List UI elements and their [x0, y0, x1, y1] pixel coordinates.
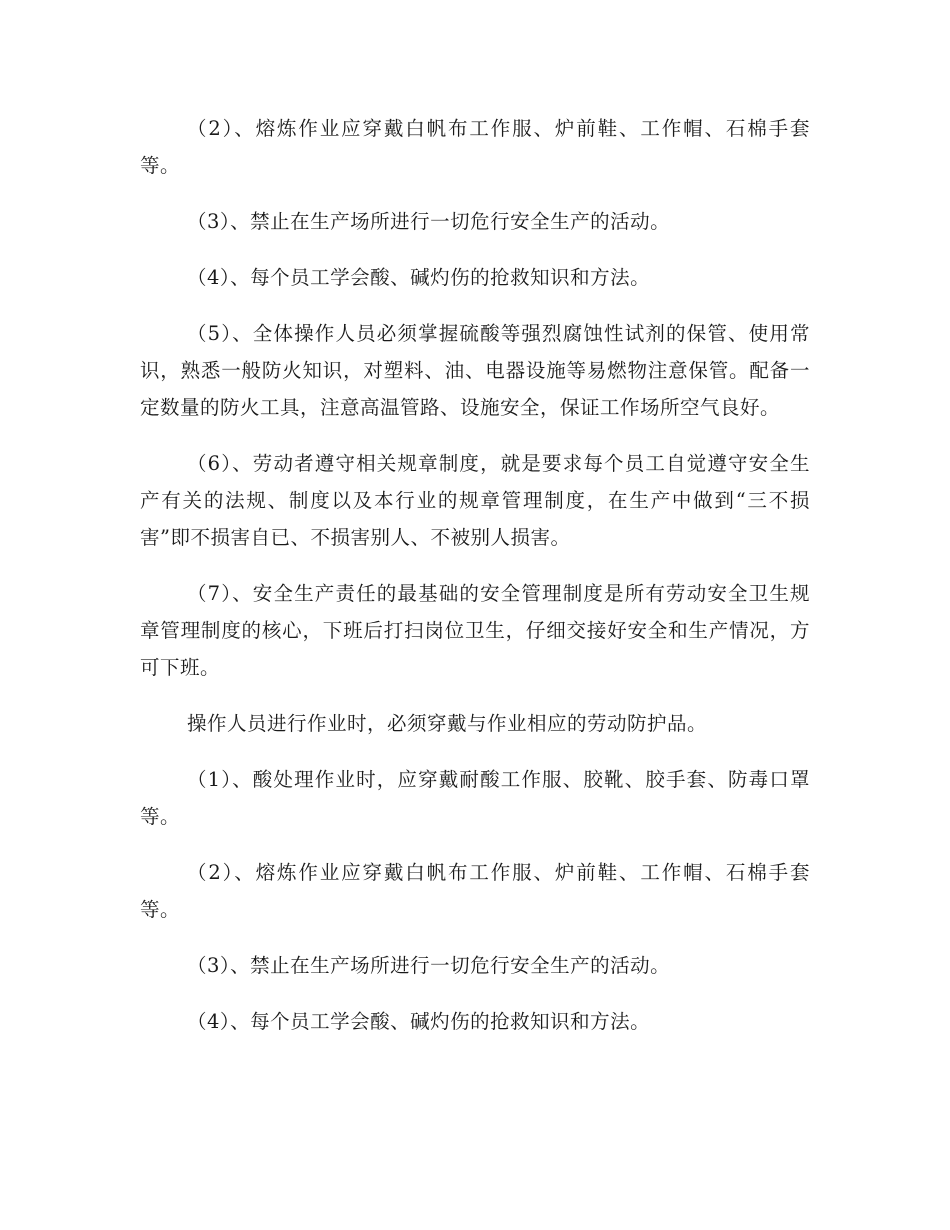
- paragraph-item-7-responsibility: （7）、安全生产责任的最基础的安全管理制度是所有劳动安全卫生规章管理制度的核心，下班后打扫岗位卫生，仔细交接好安全和生产情况，方可下班。: [140, 582, 810, 679]
- paragraph-item-1-acid-ppe: （1）、酸处理作业时，应穿戴耐酸工作服、胶靴、胶手套、防毒口罩等。: [140, 768, 810, 828]
- paragraph-item-3-prohibition-repeat: （3）、禁止在生产场所进行一切危行安全生产的活动。: [187, 954, 671, 977]
- paragraph-item-3-prohibition: （3）、禁止在生产场所进行一切危行安全生产的活动。: [187, 210, 671, 233]
- paragraph-item-5-corrosives-fire: （5）、全体操作人员必须掌握硫酸等强烈腐蚀性试剂的保管、使用常识，熟悉一般防火知识，对塑料、油、电器设施等易燃物注意保管。配备一定数量的防火工具，注意高温管路、设施安全，保证工作场所空气良好。: [140, 322, 810, 419]
- paragraph-item-4-first-aid-repeat: （4）、每个员工学会酸、碱灼伤的抢救知识和方法。: [187, 1010, 651, 1033]
- paragraph-ppe-intro: 操作人员进行作业时，必须穿戴与作业相应的劳动防护品。: [187, 712, 708, 735]
- document-body: [140, 110, 810, 1059]
- paragraph-item-2-melting-ppe: （2）、熔炼作业应穿戴白帆布工作服、炉前鞋、工作帽、石棉手套等。: [140, 117, 810, 177]
- paragraph-item-2-melting-ppe-repeat: （2）、熔炼作业应穿戴白帆布工作服、炉前鞋、工作帽、石棉手套等。: [140, 861, 810, 921]
- paragraph-item-4-first-aid: （4）、每个员工学会酸、碱灼伤的抢救知识和方法。: [187, 266, 651, 289]
- paragraph-item-6-rules: （6）、劳动者遵守相关规章制度，就是要求每个员工自觉遵守安全生产有关的法规、制度以及本行业的规章管理制度，在生产中做到“三不损害”即不损害自已、不损害别人、不被别人损害。: [140, 452, 810, 549]
